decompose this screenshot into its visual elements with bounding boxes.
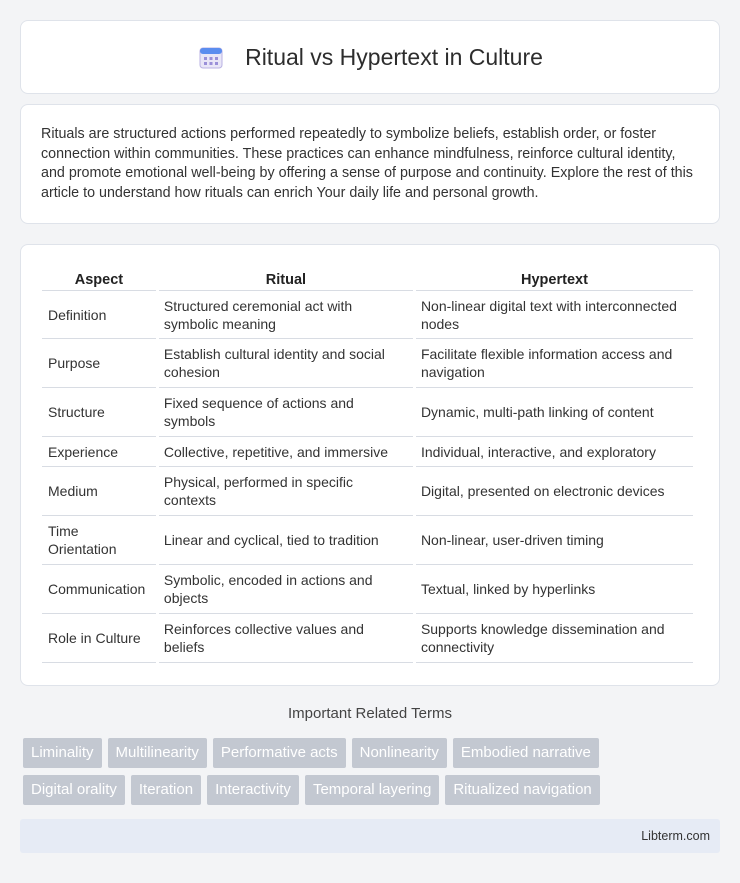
tag-row — [23, 775, 723, 805]
page-title: Ritual vs Hypertext in Culture — [245, 43, 543, 70]
table-row — [42, 437, 693, 467]
table-row — [42, 290, 693, 339]
comparison-table — [39, 263, 696, 663]
header-hypertext: Hypertext — [521, 271, 588, 288]
ritual-cell: Physical, performed in specific contexts — [159, 467, 413, 516]
hypertext-cell: Digital, presented on electronic devices — [416, 467, 693, 516]
table-row — [42, 339, 693, 388]
table-row — [42, 614, 693, 663]
ritual-cell: Linear and cyclical, tied to tradition — [159, 516, 413, 565]
hypertext-cell: Textual, linked by hyperlinks — [416, 565, 693, 614]
hypertext-cell: Non-linear digital text with interconnected nodes — [416, 290, 693, 339]
hypertext-cell: Non-linear, user-driven timing — [416, 516, 693, 565]
aspect-cell: Purpose — [42, 339, 156, 388]
aspect-cell: Communication — [42, 565, 156, 614]
comparison-card — [20, 244, 720, 686]
hypertext-cell: Individual, interactive, and exploratory — [416, 437, 693, 467]
tag-ritualized-navigation[interactable]: Ritualized navigation — [445, 775, 599, 805]
tag-liminality[interactable]: Liminality — [23, 738, 102, 768]
aspect-cell: Structure — [42, 388, 156, 437]
intro-card — [20, 104, 720, 224]
ritual-cell: Symbolic, encoded in actions and objects — [159, 565, 413, 614]
aspect-cell: Medium — [42, 467, 156, 516]
table-row — [42, 467, 693, 516]
table-row — [42, 516, 693, 565]
ritual-cell: Structured ceremonial act with symbolic meaning — [159, 290, 413, 339]
ritual-cell: Fixed sequence of actions and symbols — [159, 388, 413, 437]
tag-nonlinearity[interactable]: Nonlinearity — [352, 738, 447, 768]
table-row — [42, 388, 693, 437]
calendar-icon — [197, 43, 225, 71]
tag-multilinearity[interactable]: Multilinearity — [108, 738, 207, 768]
header-ritual: Ritual — [265, 271, 307, 288]
tag-row — [23, 738, 723, 768]
header-aspect: Aspect — [74, 271, 124, 288]
tag-iteration[interactable]: Iteration — [131, 775, 201, 805]
tag-temporal-layering[interactable]: Temporal layering — [305, 775, 439, 805]
footer — [20, 819, 720, 853]
title-card — [20, 20, 720, 94]
related-terms-list — [23, 738, 723, 812]
ritual-cell: Reinforces collective values and beliefs — [159, 614, 413, 663]
aspect-cell: Time Orientation — [42, 516, 156, 565]
aspect-cell: Definition — [42, 290, 156, 339]
hypertext-cell: Dynamic, multi-path linking of content — [416, 388, 693, 437]
related-terms-title: Important Related Terms — [288, 705, 452, 722]
table-row — [42, 565, 693, 614]
hypertext-cell: Supports knowledge dissemination and connectivity — [416, 614, 693, 663]
aspect-cell: Role in Culture — [42, 614, 156, 663]
tag-interactivity[interactable]: Interactivity — [207, 775, 299, 805]
tag-digital-orality[interactable]: Digital orality — [23, 775, 125, 805]
intro-text: Rituals are structured actions performed repeatedly to symbolize beliefs, establish order, or foster connection within communities. These practices can enhance mindfulness, reinforce cultural identity, and promote emotional well-being by offering a sense of purpose and continuity. Explore the rest of this article to understand how rituals can enrich Your daily life and personal growth. — [41, 126, 693, 201]
ritual-cell: Collective, repetitive, and immersive — [159, 437, 413, 467]
aspect-cell: Experience — [42, 437, 156, 467]
tag-performative-acts[interactable]: Performative acts — [213, 738, 346, 768]
hypertext-cell: Facilitate flexible information access and navigation — [416, 339, 693, 388]
ritual-cell: Establish cultural identity and social cohesion — [159, 339, 413, 388]
footer-site-link[interactable]: Libterm.com — [641, 829, 710, 843]
tag-embodied-narrative[interactable]: Embodied narrative — [453, 738, 599, 768]
